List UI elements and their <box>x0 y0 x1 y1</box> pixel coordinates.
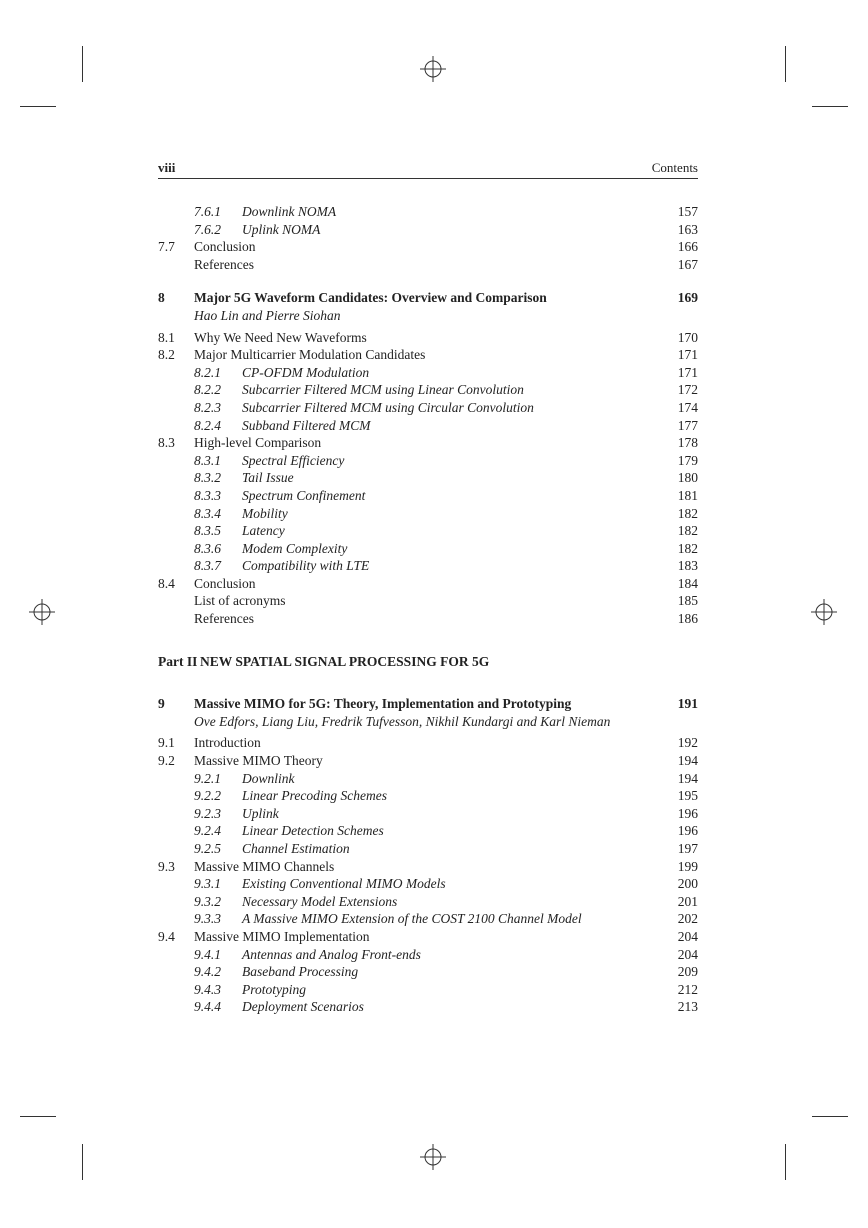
toc-title: Antennas and Analog Front-ends <box>242 946 421 962</box>
toc-title: Mobility <box>242 505 288 521</box>
toc-page-number: 197 <box>677 841 698 856</box>
toc-title: A Massive MIMO Extension of the COST 2100 Channel Model <box>242 911 582 927</box>
toc-number: 9.4.4 <box>194 999 221 1015</box>
toc-subsection-row <box>158 557 698 575</box>
toc-page-number: 192 <box>677 735 698 751</box>
toc-title: Massive MIMO for 5G: Theory, Implementation and Prototyping <box>194 696 572 712</box>
toc-title: Linear Precoding Schemes <box>242 788 387 804</box>
registration-mark-left-icon <box>29 599 55 625</box>
toc-title: Massive MIMO Theory <box>194 753 323 769</box>
toc-page-number: 171 <box>677 347 698 363</box>
crop-mark-top-left <box>82 46 83 82</box>
toc-page-number: 199 <box>677 858 698 874</box>
toc-subsection-row <box>158 364 698 382</box>
toc-number: 8.3.2 <box>194 470 221 486</box>
toc-page-number: 167 <box>677 256 698 272</box>
toc-title: Massive MIMO Channels <box>194 858 335 874</box>
toc-page-number: 201 <box>677 893 698 909</box>
toc-number: 9 <box>158 696 165 712</box>
toc-number: 8.4 <box>158 575 175 591</box>
toc-section-row <box>158 610 698 628</box>
toc-number: 8.2.2 <box>194 382 221 398</box>
toc-subsection-row <box>158 770 698 788</box>
toc-number: 9.1 <box>158 735 175 751</box>
toc-number: 9.3.1 <box>194 876 221 892</box>
toc-subsection-row <box>158 469 698 487</box>
toc-title: Subcarrier Filtered MCM using Circular Convolution <box>242 399 534 415</box>
crop-mark-top-right <box>785 46 786 82</box>
toc-authors-row <box>158 713 698 731</box>
toc-page-number: 182 <box>677 505 698 521</box>
toc-title: Conclusion <box>194 239 256 255</box>
toc-title: References <box>194 256 254 272</box>
toc-page-number: 171 <box>677 364 698 380</box>
toc-page-number: 212 <box>677 981 698 997</box>
toc-number: 8.3.4 <box>194 505 221 521</box>
toc-page-number: 185 <box>677 593 698 609</box>
running-title: Contents <box>651 160 698 175</box>
toc-number: 8.1 <box>158 329 175 345</box>
toc-subsection-row <box>158 893 698 911</box>
toc-title: NEW SPATIAL SIGNAL PROCESSING FOR 5G <box>200 653 490 669</box>
toc-title: Why We Need New Waveforms <box>194 329 367 345</box>
toc-subsection-row <box>158 203 698 221</box>
toc-title: Linear Detection Schemes <box>242 823 384 839</box>
toc-title: Uplink NOMA <box>242 221 321 237</box>
toc-title: Latency <box>242 523 285 539</box>
toc-title: Subband Filtered MCM <box>242 417 371 433</box>
toc-page-number: 163 <box>677 221 698 237</box>
toc-number: 8.3.1 <box>194 452 221 468</box>
toc-page-number: 170 <box>677 329 698 345</box>
toc-title: Spectral Efficiency <box>242 452 345 468</box>
toc-subsection-row <box>158 787 698 805</box>
toc-number: 9.4 <box>158 928 175 944</box>
toc-section-row <box>158 434 698 452</box>
toc-title: Deployment Scenarios <box>242 999 364 1015</box>
page-folio: viii <box>158 160 176 175</box>
toc-title: Introduction <box>194 735 261 751</box>
toc-title: Necessary Model Extensions <box>242 893 398 909</box>
toc-page-number: 196 <box>677 805 698 821</box>
toc-subsection-row <box>158 840 698 858</box>
toc-spacer <box>158 628 698 653</box>
toc-section-row <box>158 346 698 364</box>
toc-page-number: 182 <box>677 540 698 556</box>
toc-number: 8.3.6 <box>194 540 221 556</box>
toc-number: 7.7 <box>158 239 175 255</box>
toc-title: Baseband Processing <box>242 964 359 980</box>
toc-page-number: 184 <box>677 575 698 591</box>
toc-page-number: 186 <box>677 611 698 627</box>
toc-title: Modem Complexity <box>242 540 348 556</box>
toc-page-number: 169 <box>677 290 698 306</box>
toc-page-number: 172 <box>677 382 698 398</box>
toc-subsection-row <box>158 540 698 558</box>
toc-page-number: 194 <box>677 753 698 769</box>
toc-page-number: 209 <box>677 964 698 980</box>
toc-page-number: 181 <box>677 487 698 503</box>
toc-subsection-row <box>158 399 698 417</box>
toc-page-number: 178 <box>677 435 698 451</box>
toc-subsection-row <box>158 998 698 1016</box>
toc-subsection-row <box>158 875 698 893</box>
toc-number: 8.3.5 <box>194 523 221 539</box>
toc-authors-row <box>158 307 698 325</box>
toc-page-number: 166 <box>677 239 698 255</box>
toc-number: 9.4.3 <box>194 981 221 997</box>
toc-page-number: 177 <box>677 417 698 433</box>
toc-section-row <box>158 256 698 274</box>
toc-number: 8.2.4 <box>194 417 221 433</box>
toc-number: 9.2.1 <box>194 770 221 786</box>
toc-number: 9.4.1 <box>194 946 221 962</box>
toc-subsection-row <box>158 381 698 399</box>
toc-title: Channel Estimation <box>242 841 350 856</box>
toc-subsection-row <box>158 452 698 470</box>
toc-section-row <box>158 928 698 946</box>
toc-title: High-level Comparison <box>194 435 322 451</box>
toc-page-number: 183 <box>677 558 698 574</box>
toc-subsection-row <box>158 805 698 823</box>
toc-subsection-row <box>158 487 698 505</box>
toc-page-number: 202 <box>677 911 698 927</box>
toc-part-row <box>158 653 698 671</box>
toc-title: Subcarrier Filtered MCM using Linear Convolution <box>242 382 524 398</box>
toc-page-number: 196 <box>677 823 698 839</box>
toc-page-number: 191 <box>677 696 698 712</box>
toc-title: Tail Issue <box>242 470 294 486</box>
toc-page-number: 179 <box>677 452 698 468</box>
toc-subsection-row <box>158 522 698 540</box>
toc-subsection-row <box>158 221 698 239</box>
toc-number: 9.2.4 <box>194 823 221 839</box>
registration-mark-right-icon <box>811 599 837 625</box>
toc-number: 8 <box>158 290 165 306</box>
crop-mark-top-right-h <box>812 106 848 107</box>
toc-number: 7.6.2 <box>194 221 221 237</box>
toc-chapter-row <box>158 695 698 713</box>
toc-title: Spectrum Confinement <box>242 487 366 503</box>
toc-title: Hao Lin and Pierre Siohan <box>194 307 341 323</box>
toc-section-row <box>158 329 698 347</box>
registration-mark-bottom-icon <box>420 1144 446 1170</box>
toc-title: Major Multicarrier Modulation Candidates <box>194 347 426 363</box>
toc-number: 8.3.7 <box>194 558 221 574</box>
toc-page-number: 182 <box>677 523 698 539</box>
toc-title: Ove Edfors, Liang Liu, Fredrik Tufvesson, Nikhil Kundargi and Karl Nieman <box>194 713 611 729</box>
crop-mark-bottom-left-h <box>20 1116 56 1117</box>
toc-page-number: 200 <box>677 876 698 892</box>
toc-page-number: 157 <box>677 204 698 219</box>
toc-page-number: 194 <box>677 770 698 786</box>
toc-number: 8.2.1 <box>194 364 221 380</box>
toc-number: 9.3 <box>158 858 175 874</box>
toc-page-number: 195 <box>677 788 698 804</box>
toc-title: CP-OFDM Modulation <box>242 364 370 380</box>
toc-spacer <box>158 670 698 695</box>
toc-subsection-row <box>158 981 698 999</box>
toc-spacer <box>158 273 698 289</box>
toc-number: 9.2 <box>158 753 175 769</box>
toc-page-number: 213 <box>677 999 698 1015</box>
toc-subsection-row <box>158 910 698 928</box>
toc-title: Prototyping <box>242 981 306 997</box>
toc-section-row <box>158 734 698 752</box>
toc-number: 8.2.3 <box>194 399 221 415</box>
toc-section-row <box>158 575 698 593</box>
toc-title: Major 5G Waveform Candidates: Overview and Comparison <box>194 290 547 306</box>
toc-section-row <box>158 752 698 770</box>
toc-page-number: 204 <box>677 946 698 962</box>
toc-title: Existing Conventional MIMO Models <box>242 876 446 892</box>
toc-title: List of acronyms <box>194 593 286 609</box>
toc-title: Downlink NOMA <box>242 204 337 219</box>
toc-title: Compatibility with LTE <box>242 558 370 574</box>
toc-title: Massive MIMO Implementation <box>194 928 370 944</box>
toc-chapter-row <box>158 289 698 307</box>
crop-mark-bottom-right-h <box>812 1116 848 1117</box>
toc-number: 7.6.1 <box>194 204 221 219</box>
registration-mark-top-icon <box>420 56 446 82</box>
toc-number: 8.2 <box>158 347 175 363</box>
toc-subsection-row <box>158 822 698 840</box>
toc-number: 8.3 <box>158 435 175 451</box>
toc-section-row <box>158 858 698 876</box>
toc-page-number: 174 <box>677 399 698 415</box>
table-of-contents <box>158 203 698 1016</box>
toc-title: Conclusion <box>194 575 256 591</box>
toc-subsection-row <box>158 505 698 523</box>
toc-number: 9.3.2 <box>194 893 221 909</box>
toc-number: 9.2.2 <box>194 788 221 804</box>
toc-number: Part II <box>158 653 198 669</box>
toc-number: 9.2.3 <box>194 805 221 821</box>
toc-number: 9.4.2 <box>194 964 221 980</box>
crop-mark-bottom-left <box>82 1144 83 1180</box>
crop-mark-top-left-h <box>20 106 56 107</box>
toc-page-number: 180 <box>677 470 698 486</box>
toc-section-row <box>158 238 698 256</box>
toc-subsection-row <box>158 946 698 964</box>
toc-subsection-row <box>158 963 698 981</box>
toc-section-row <box>158 592 698 610</box>
toc-title: References <box>194 611 254 627</box>
toc-title: Uplink <box>242 805 279 821</box>
toc-number: 9.2.5 <box>194 841 221 856</box>
crop-mark-bottom-right <box>785 1144 786 1180</box>
running-header <box>158 158 698 179</box>
toc-number: 9.3.3 <box>194 911 221 927</box>
toc-page-number: 204 <box>677 928 698 944</box>
toc-title: Downlink <box>242 770 295 786</box>
toc-subsection-row <box>158 417 698 435</box>
toc-number: 8.3.3 <box>194 487 221 503</box>
